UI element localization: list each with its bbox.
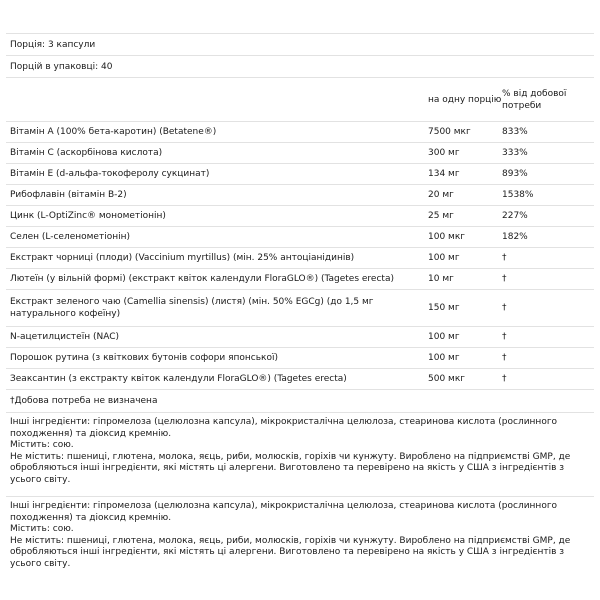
nutrient-name: Селен (L-селенометіонін) [10,232,130,242]
nutrient-name: Вітамін E (d-альфа-токоферолу сукцинат) [10,169,210,179]
nutrient-amount: 100 мг [428,353,460,363]
nutrient-amount: 100 мкг [428,232,465,242]
nutrient-row [6,226,594,247]
nutrient-name: Зеаксантин (з екстракту квіток календули FloraGLO®) (Tagetes erecta) [10,374,347,384]
nutrient-amount: 7500 мкг [428,127,471,137]
nutrient-amount: 10 мг [428,274,454,284]
nutrient-amount: 300 мг [428,148,460,158]
nutrient-name: N-ацетилцистеїн (NAC) [10,332,119,342]
nutrient-amount: 134 мг [428,169,460,179]
serving-size-label: Порція: [10,39,46,50]
nutrient-row [6,268,594,289]
daily-value-footnote [6,389,594,412]
nutrient-amount: 25 мг [428,211,454,221]
nutrient-row [6,326,594,347]
other-ingredients-text: Інші інгредієнти: гіпромелоза (целюлозна капсула), мікрокристалічна целюлоза, стеаринова кислота (рослинного походження) та діоксид кремнію. [10,417,558,439]
nutrient-dv: 227% [502,211,528,221]
daily-value-header: % від добової потреби [502,88,567,111]
nutrient-row [6,142,594,163]
serving-size-value: 3 капсули [47,39,96,50]
nutrient-row [6,247,594,268]
other-ingredients-text: Інші інгредієнти: гіпромелоза (целюлозна капсула), мікрокристалічна целюлоза, стеаринова кислота (рослинного походження) та діоксид кремнію. [10,501,558,523]
nutrient-row [6,121,594,142]
nutrient-dv: † [502,253,507,263]
nutrient-amount: 500 мкг [428,374,465,384]
nutrient-row [6,184,594,205]
servings-per-label: Порцій в упаковці: [10,61,99,72]
nutrient-dv: † [502,274,507,284]
contains-text: Містить: сою. [10,524,74,534]
nutrient-name: Екстракт зеленого чаю (Camellia sinensis) (листя) (мін. 50% EGCg) (до 1,5 мг натурального кофеїну) [10,297,374,319]
nutrient-name: Порошок рутина (з квіткових бутонів софори японської) [10,353,278,363]
nutrient-dv: † [502,353,507,363]
nutrient-name: Рибофлавін (вітамін B-2) [10,190,127,200]
nutrient-row [6,347,594,368]
nutrient-name: Вітамін C (аскорбінова кислота) [10,148,163,158]
nutrient-row [6,289,594,326]
nutrient-dv: 833% [502,127,528,137]
nutrient-dv: 182% [502,232,528,242]
nutrient-dv: † [502,374,507,384]
nutrient-amount: 20 мг [428,190,454,200]
nutrient-row [6,368,594,389]
other-ingredients-block [6,496,594,580]
nutrient-row [6,163,594,184]
servings-per-value: 40 [101,61,113,72]
nutrient-name: Екстракт чорниці (плоди) (Vaccinium myrtillus) (мін. 25% антоціанідинів) [10,253,355,263]
allergen-free-text: Не містить: пшениці, глютена, молока, яєць, риби, молюсків, горіхів чи кунжуту. Вироблено на підприємстві GMP, де обробляються інші інгредієнти, які містять ці алергени. Виготовлено та перевірено на якість у США з інгредієнтів з усього світу. [10,451,571,485]
nutrient-name: Вітамін A (100% бета-каротин) (Betatene®) [10,127,217,137]
nutrient-dv: 893% [502,169,528,179]
allergen-free-text: Не містить: пшениці, глютена, молока, яєць, риби, молюсків, горіхів чи кунжуту. Вироблено на підприємстві GMP, де обробляються інші інгредієнти, які містять ці алергени. Виготовлено та перевірено на якість у США з інгредієнтів з усього світу. [10,535,571,569]
nutrient-row [6,205,594,226]
nutrient-dv: 1538% [502,190,534,200]
nutrient-name: Лютеїн (у вільній формі) (екстракт квіток календули FloraGLO®) (Tagetes erecta) [10,274,394,284]
nutrient-amount: 100 мг [428,253,460,263]
nutrient-name: Цинк (L-OptiZinc® монометіонін) [10,211,166,221]
nutrient-dv: † [502,303,507,313]
supplement-facts-panel [6,33,594,580]
nutrient-amount: 100 мг [428,332,460,342]
serving-size-row [6,33,594,55]
nutrient-amount: 150 мг [428,303,460,313]
column-header-row [6,77,594,121]
nutrient-dv: † [502,332,507,342]
footnote-text: †Добова потреба не визначена [10,396,158,406]
nutrient-dv: 333% [502,148,528,158]
other-ingredients-block [6,412,594,496]
servings-per-container-row [6,55,594,77]
amount-per-serving-header: на одну порцію [428,94,502,105]
contains-text: Містить: сою. [10,440,74,450]
